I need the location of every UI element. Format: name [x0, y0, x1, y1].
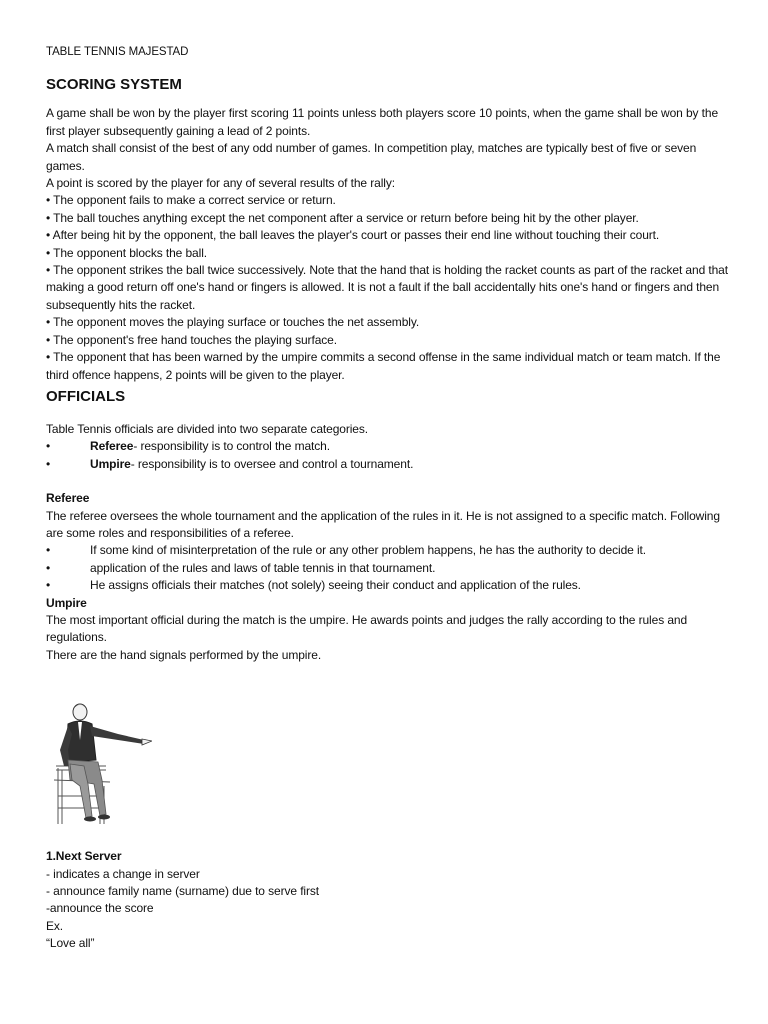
duty-text: If some kind of misinterpretation of the rule or any other problem happens, he has the authority to decide it.	[90, 543, 646, 558]
scoring-bullet: • The opponent that has been warned by the umpire commits a second offense in the same individual match or team match. If the third offence happens, 2 points will be given to the player.	[46, 350, 721, 382]
next-server-line: Ex.	[46, 918, 64, 933]
officials-heading: OFFICIALS	[46, 387, 126, 405]
umpire-seated-pointing-illustration	[48, 700, 152, 826]
officials-intro: Table Tennis officials are divided into two separate categories.	[46, 421, 369, 436]
umpire-illustration-svg	[48, 700, 152, 826]
list-item	[46, 456, 736, 473]
bullet-dot: •	[46, 456, 51, 471]
referee-duties-list	[46, 542, 736, 594]
bullet-dot: •	[46, 439, 51, 454]
scoring-bullet: • After being hit by the opponent, the ball leaves the player's court or passes their end line without touching their court.	[46, 228, 660, 243]
scoring-system-heading: SCORING SYSTEM	[46, 76, 182, 94]
list-item	[46, 542, 736, 559]
category-term: Umpire	[90, 456, 131, 471]
umpire-heading: Umpire	[46, 595, 87, 610]
scoring-bullet: • The opponent blocks the ball.	[46, 245, 207, 260]
referee-heading: Referee	[46, 491, 90, 506]
bullet-dot: •	[46, 578, 51, 593]
category-desc: - responsibility is to oversee and control a tournament.	[130, 456, 414, 471]
next-server-line: -announce the score	[46, 901, 154, 916]
referee-paragraph: The referee oversees the whole tournament and the application of the rules in it. He is not assigned to a specific match. Following are some roles and responsibilities of a referee.	[46, 508, 720, 540]
list-item	[46, 438, 736, 455]
scoring-paragraph: A match shall consist of the best of any odd number of games. In competition play, matches are typically best of five or seven games.	[46, 141, 697, 173]
next-server-line: “Love all”	[46, 936, 95, 951]
scoring-bullet: • The opponent's free hand touches the playing surface.	[46, 332, 337, 347]
next-server-section	[46, 848, 736, 952]
document-page	[46, 44, 736, 953]
list-item	[46, 577, 736, 594]
duty-text: application of the rules and laws of table tennis in that tournament.	[90, 560, 436, 575]
document-title: TABLE TENNIS MAJESTAD	[46, 46, 189, 58]
next-server-line: - announce family name (surname) due to serve first	[46, 884, 320, 898]
umpire-paragraph: There are the hand signals performed by the umpire.	[46, 647, 322, 662]
scoring-paragraph: A game shall be won by the player first scoring 11 points unless both players score 10 points, when the game shall be won by the first player subsequently gaining a lead of 2 points.	[46, 106, 719, 138]
officials-category-list	[46, 438, 736, 473]
category-desc: - responsibility is to control the match.	[133, 439, 330, 454]
spacer	[46, 473, 736, 490]
scoring-bullet: • The ball touches anything except the net component after a service or return before being hit by the other player.	[46, 210, 639, 225]
category-term: Referee	[90, 439, 134, 454]
next-server-heading: 1.Next Server	[46, 849, 122, 864]
bullet-dot: •	[46, 543, 51, 558]
duty-text: He assigns officials their matches (not solely) seeing their conduct and application of the rules.	[90, 578, 581, 593]
scoring-bullet: • The opponent fails to make a correct service or return.	[46, 193, 336, 208]
scoring-bullet: • The opponent strikes the ball twice successively. Note that the hand that is holding the racket counts as part of the racket and that making a good return off one's hand or fingers is allowed. It is not a fault if the ball accidentally hits one's hand or fingers and then subsequently hits the racket.	[46, 263, 728, 312]
umpire-paragraph: The most important official during the match is the umpire. He awards points and judges the rally according to the rules and regulations.	[46, 612, 688, 645]
scoring-bullet: • The opponent moves the playing surface or touches the net assembly.	[46, 315, 420, 330]
next-server-line: - indicates a change in server	[46, 866, 200, 881]
bullet-dot: •	[46, 560, 51, 575]
list-item	[46, 560, 736, 577]
scoring-paragraph: A point is scored by the player for any of several results of the rally:	[46, 176, 395, 191]
